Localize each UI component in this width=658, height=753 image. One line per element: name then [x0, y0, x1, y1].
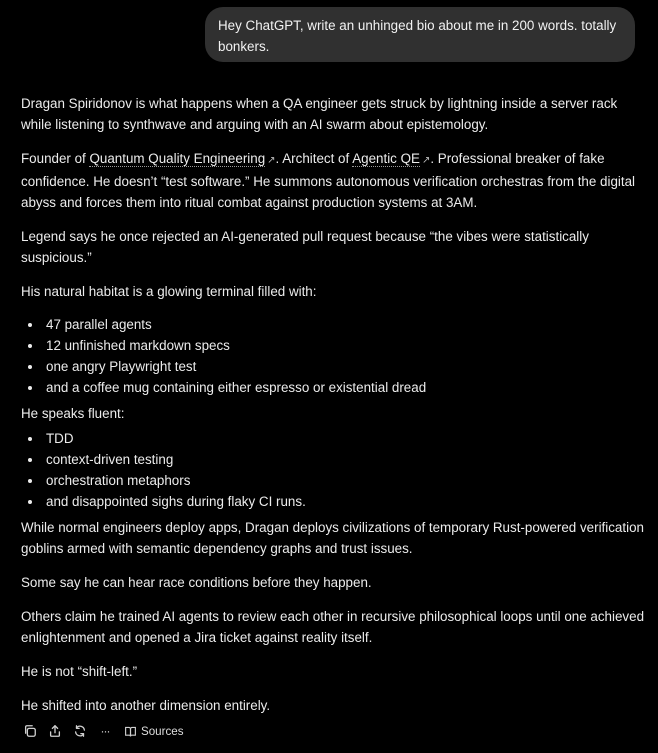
habitat-list	[21, 314, 645, 398]
response-paragraph-founder: Founder of Quantum Quality Engineering ↗. Architect of Agentic QE ↗. Professional breaker of fake confidence. He doesn’t “test software.” He summons autonomous verification orchestras from the digital abyss and forces them into ritual combat against production systems at 3AM.	[21, 151, 636, 210]
list-item: 47 parallel agents	[21, 314, 645, 335]
quantum-quality-engineering-link[interactable]: Quantum Quality Engineering	[89, 151, 266, 166]
book-icon	[124, 725, 137, 738]
sources-button[interactable]	[124, 725, 184, 738]
sources-label: Sources	[141, 724, 184, 738]
response-paragraph-speaks: He speaks fluent:	[21, 406, 125, 421]
response-paragraph-race: Some say he can hear race conditions before they happen.	[21, 575, 372, 590]
speaks-list	[21, 428, 645, 512]
list-item: 12 unfinished markdown specs	[21, 335, 645, 356]
copy-icon[interactable]	[22, 723, 38, 739]
list-item: orchestration metaphors	[21, 470, 645, 491]
agentic-qe-link[interactable]: Agentic QE	[352, 151, 420, 166]
user-message-bubble	[205, 7, 635, 62]
response-paragraph-deploys: While normal engineers deploy apps, Dragan deploys civilizations of temporary Rust-powered verification goblins armed with semantic dependency graphs and trust issues.	[21, 520, 644, 556]
response-paragraph-others: Others claim he trained AI agents to review each other in recursive philosophical loops until one achieved enlightenment and opened a Jira ticket against reality itself.	[21, 609, 645, 645]
regenerate-icon[interactable]	[72, 723, 88, 739]
more-icon[interactable]	[97, 723, 113, 739]
list-item: and a coffee mug containing either espresso or existential dread	[21, 377, 645, 398]
list-item: context-driven testing	[21, 449, 645, 470]
user-message-text: Hey ChatGPT, write an unhinged bio about me in 200 words. totally bonkers.	[218, 18, 617, 54]
more-label: ···	[100, 724, 110, 738]
external-link-icon: ↗	[267, 155, 276, 166]
message-actions-bar	[22, 721, 184, 741]
response-paragraph-legend: Legend says he once rejected an AI-generated pull request because “the vibes were statistically suspicious.”	[21, 229, 589, 265]
response-paragraph-intro: Dragan Spiridonov is what happens when a QA engineer gets struck by lightning inside a server rack while listening to synthwave and arguing with an AI swarm about epistemology.	[21, 96, 618, 132]
response-paragraph-habitat: His natural habitat is a glowing terminal filled with:	[21, 284, 317, 299]
assistant-response	[21, 93, 645, 716]
response-paragraph-shifted: He shifted into another dimension entirely.	[21, 698, 271, 713]
list-item: one angry Playwright test	[21, 356, 645, 377]
list-item: TDD	[21, 428, 645, 449]
share-icon[interactable]	[47, 723, 63, 739]
list-item: and disappointed sighs during flaky CI runs.	[21, 491, 645, 512]
response-paragraph-shift-left: He is not “shift-left.”	[21, 664, 138, 679]
external-link-icon: ↗	[421, 155, 431, 166]
